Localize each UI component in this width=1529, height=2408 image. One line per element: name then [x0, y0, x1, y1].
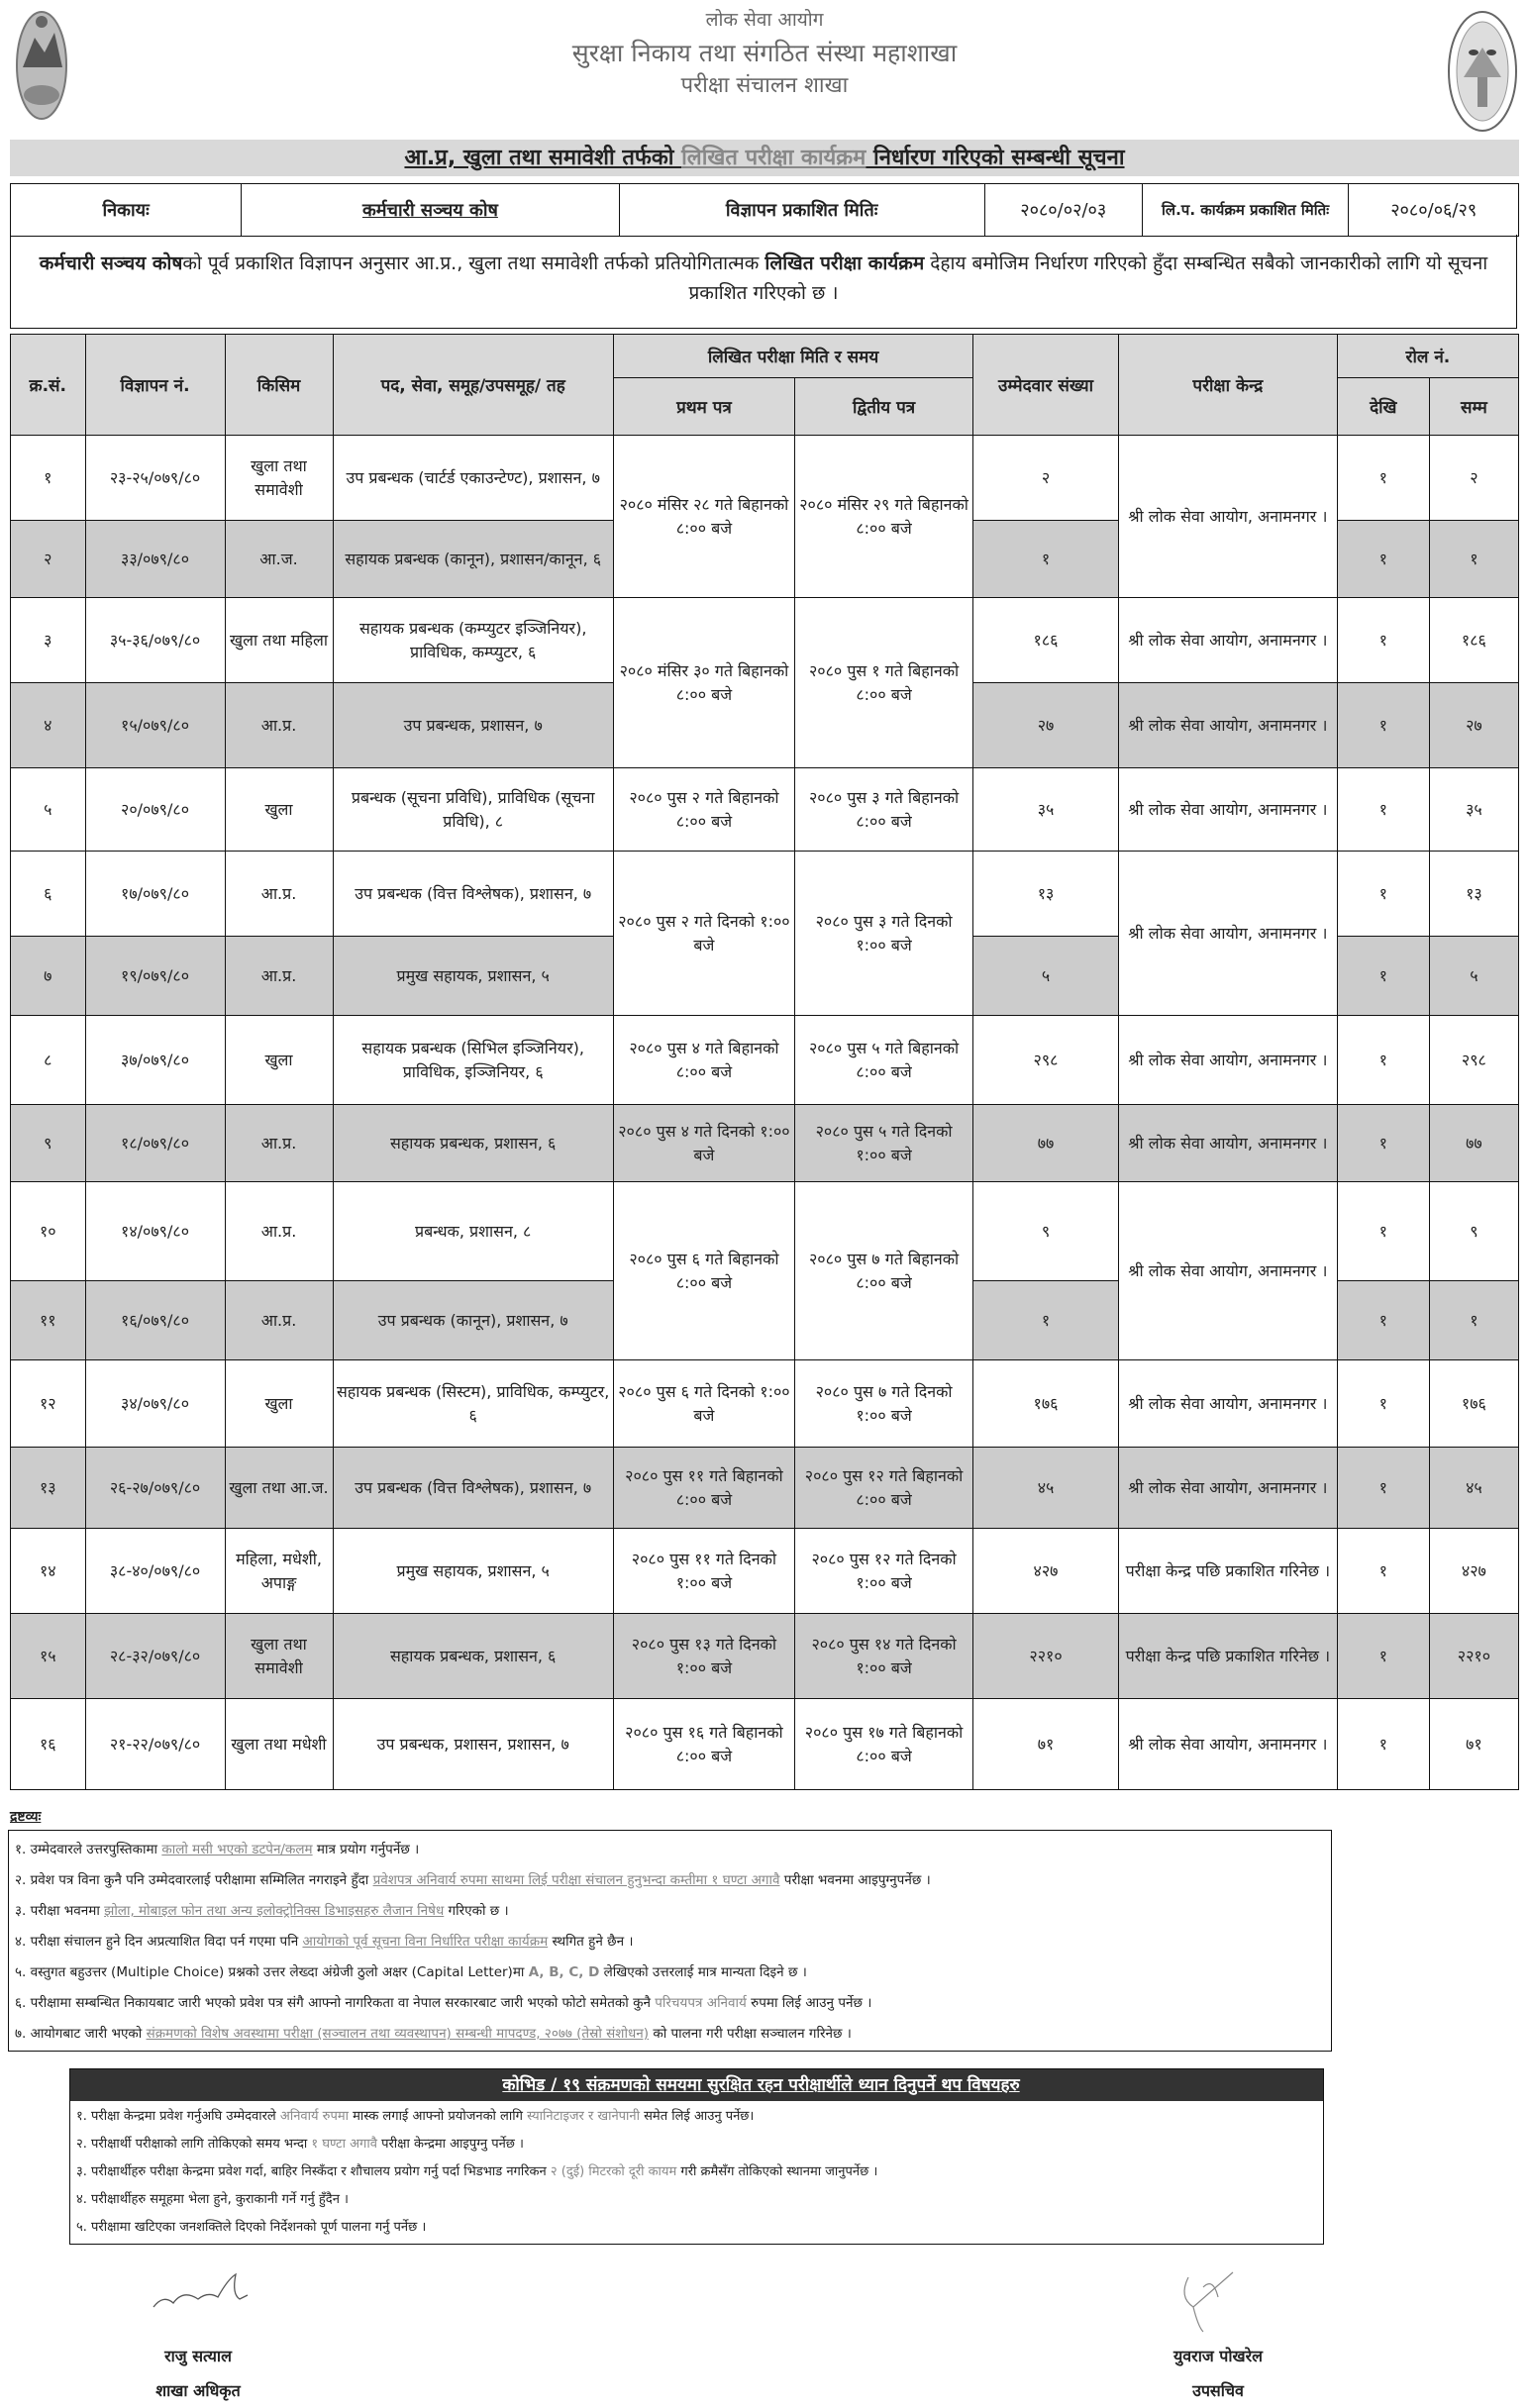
cell-ad-no: ३८-४०/०७९/८० — [85, 1529, 225, 1614]
cell-sn: १ — [11, 436, 86, 521]
cell-roll-to: ४५ — [1429, 1448, 1518, 1529]
cell-candidates: २९८ — [973, 1016, 1119, 1105]
cell-roll-from: १ — [1337, 683, 1429, 768]
cell-paper2: २०८० पुस १२ गते बिहानको ८:०० बजे — [794, 1448, 972, 1529]
covid-item: २. परीक्षार्थी परीक्षाको लागि तोकिएको समय भन्दा १ घण्टा अगावै परीक्षा केन्द्रमा आइपुग्नु पर्नेछ । — [76, 2137, 524, 2152]
cell-paper1: २०८० पुस १६ गते बिहानको ८:०० बजे — [613, 1699, 794, 1790]
cell-roll-from: १ — [1337, 436, 1429, 521]
cell-ad-no: १५/०७९/८० — [85, 683, 225, 768]
cell-paper1: २०८० पुस ४ गते बिहानको ८:०० बजे — [613, 1016, 794, 1105]
cell-roll-to: ९ — [1429, 1182, 1518, 1281]
cell-ad-no: ३३/०७९/८० — [85, 521, 225, 598]
left-signature-icon — [149, 2269, 257, 2318]
cell-roll-from: १ — [1337, 1529, 1429, 1614]
cell-sn: १५ — [11, 1614, 86, 1699]
cell-sn: ६ — [11, 852, 86, 937]
cell-post: उप प्रबन्धक (वित्त विश्लेषक), प्रशासन, ७ — [333, 852, 613, 937]
org-label: निकायः — [11, 184, 242, 237]
title-part2-highlight: लिखित परीक्षा कार्यक्रम — [681, 146, 866, 170]
header-roll-no: रोल नं. — [1337, 335, 1518, 378]
cell-ad-no: २१-२२/०७९/८० — [85, 1699, 225, 1790]
note-item: ५. वस्तुगत बहुउत्तर (Multiple Choice) प्रश्नको उत्तर लेख्दा अंग्रेजी ठुलो अक्षर (Capital Letter)मा A, B, C, D लेखिएको उत्तरलाई मात्र मान्यता दिइने छ । — [15, 1964, 807, 1980]
right-signature-icon — [1173, 2267, 1243, 2341]
cell-post: प्रमुख सहायक, प्रशासन, ५ — [333, 1529, 613, 1614]
cell-roll-to: १७६ — [1429, 1360, 1518, 1448]
cell-sn: १६ — [11, 1699, 86, 1790]
cell-paper1: २०८० पुस ११ गते दिनको १:०० बजे — [613, 1529, 794, 1614]
cell-paper2: २०८० पुस १ गते बिहानको ८:०० बजे — [794, 598, 972, 768]
intro-paragraph — [10, 235, 1517, 329]
cell-post: प्रबन्धक, प्रशासन, ८ — [333, 1182, 613, 1281]
cell-candidates: ७१ — [973, 1699, 1119, 1790]
cell-ad-no: ३५-३६/०७९/८० — [85, 598, 225, 683]
covid-title: कोभिड / १९ संक्रमणको समयमा सुरक्षित रहन परीक्षार्थीले ध्यान दिनुपर्ने थप विषयहरु — [70, 2069, 1323, 2101]
intro-text1: को पूर्व प्रकाशित विज्ञापन अनुसार आ.प्र., खुला तथा समावेशी तर्फको प्रतियोगितात्मक — [182, 252, 765, 274]
cell-roll-to: १ — [1429, 1281, 1518, 1360]
cell-roll-to: ५ — [1429, 937, 1518, 1016]
cell-post: सहायक प्रबन्धक (सिस्टम), प्राविधिक, कम्प्युटर, ६ — [333, 1360, 613, 1448]
exam-schedule-table — [10, 334, 1519, 1790]
cell-post: सहायक प्रबन्धक (कम्प्युटर इञ्जिनियर), प्राविधिक, कम्प्युटर, ६ — [333, 598, 613, 683]
cell-roll-to: २ — [1429, 436, 1518, 521]
cell-paper1: २०८० पुस २ गते बिहानको ८:०० बजे — [613, 768, 794, 852]
cell-sn: ९ — [11, 1105, 86, 1182]
cell-type: महिला, मधेशी, अपाङ्ग — [225, 1529, 333, 1614]
notice-title — [10, 140, 1519, 176]
cell-candidates: १८६ — [973, 598, 1119, 683]
cell-type: खुला तथा महिला — [225, 598, 333, 683]
cell-ad-no: १८/०७९/८० — [85, 1105, 225, 1182]
cell-post: सहायक प्रबन्धक (कानून), प्रशासन/कानून, ६ — [333, 521, 613, 598]
cell-paper1: २०८० पुस ६ गते बिहानको ८:०० बजे — [613, 1182, 794, 1360]
cell-ad-no: १४/०७९/८० — [85, 1182, 225, 1281]
right-signatory-name: युवराज पोखरेल — [1172, 2347, 1264, 2365]
cell-paper1: २०८० पुस ११ गते बिहानको ८:०० बजे — [613, 1448, 794, 1529]
note-item: ७. आयोगबाट जारी भएको संक्रमणको विशेष अवस्थामा परीक्षा (सञ्चालन तथा व्यवस्थापन) सम्बन्धी मापदण्ड, २०७७ (तेस्रो संशोधन) को पालना गरी परीक्षा सञ्चालन गरिनेछ । — [15, 2026, 852, 2042]
org-value: कर्मचारी सञ्चय कोष — [242, 184, 619, 237]
header-type: किसिम — [225, 335, 333, 436]
cell-paper2: २०८० पुस ५ गते दिनको १:०० बजे — [794, 1105, 972, 1182]
cell-roll-from: १ — [1337, 768, 1429, 852]
cell-type: आ.प्र. — [225, 1281, 333, 1360]
cell-center: परीक्षा केन्द्र पछि प्रकाशित गरिनेछ । — [1118, 1529, 1337, 1614]
cell-center: श्री लोक सेवा आयोग, अनामनगर । — [1118, 1360, 1337, 1448]
cell-roll-from: १ — [1337, 852, 1429, 937]
cell-post: प्रमुख सहायक, प्रशासन, ५ — [333, 937, 613, 1016]
cell-type: खुला — [225, 768, 333, 852]
cell-roll-from: १ — [1337, 1016, 1429, 1105]
cell-ad-no: ३४/०७९/८० — [85, 1360, 225, 1448]
schedule-date-label: लि.प. कार्यक्रम प्रकाशित मितिः — [1142, 184, 1349, 237]
cell-post: उप प्रबन्धक (वित्त विश्लेषक), प्रशासन, ७ — [333, 1448, 613, 1529]
header-paper1: प्रथम पत्र — [613, 378, 794, 436]
cell-roll-to: ७१ — [1429, 1699, 1518, 1790]
left-signatory-title: शाखा अधिकृत — [155, 2381, 241, 2400]
cell-center: श्री लोक सेवा आयोग, अनामनगर । — [1118, 852, 1337, 1016]
cell-ad-no: १६/०७९/८० — [85, 1281, 225, 1360]
cell-type: खुला तथा आ.ज. — [225, 1448, 333, 1529]
info-table — [10, 183, 1519, 237]
schedule-date-value: २०८०/०६/२९ — [1349, 184, 1519, 237]
header-roll-to: सम्म — [1429, 378, 1518, 436]
left-signatory-name: राजु सत्याल — [164, 2347, 232, 2365]
cell-paper2: २०८० पुस १७ गते बिहानको ८:०० बजे — [794, 1699, 972, 1790]
cell-candidates: २ — [973, 436, 1119, 521]
cell-post: उप प्रबन्धक (चार्टर्ड एकाउन्टेण्ट), प्रशासन, ७ — [333, 436, 613, 521]
intro-exam: लिखित परीक्षा कार्यक्रम — [764, 252, 925, 274]
cell-ad-no: २६-२७/०७९/८० — [85, 1448, 225, 1529]
cell-center: श्री लोक सेवा आयोग, अनामनगर । — [1118, 1448, 1337, 1529]
header-section-name: परीक्षा संचालन शाखा — [680, 73, 849, 98]
cell-post: सहायक प्रबन्धक, प्रशासन, ६ — [333, 1105, 613, 1182]
header-ad-no: विज्ञापन नं. — [85, 335, 225, 436]
cell-type: खुला — [225, 1360, 333, 1448]
cell-roll-to: ३५ — [1429, 768, 1518, 852]
cell-candidates: १७६ — [973, 1360, 1119, 1448]
cell-paper2: २०८० पुस १२ गते दिनको १:०० बजे — [794, 1529, 972, 1614]
header-division-name: सुरक्षा निकाय तथा संगठित संस्था महाशाखा — [571, 39, 958, 67]
cell-paper1: २०८० मंसिर ३० गते बिहानको ८:०० बजे — [613, 598, 794, 768]
cell-post: सहायक प्रबन्धक, प्रशासन, ६ — [333, 1614, 613, 1699]
cell-roll-to: १ — [1429, 521, 1518, 598]
header-candidates: उम्मेदवार संख्या — [973, 335, 1119, 436]
note-item: ६. परीक्षामा सम्बन्धित निकायबाट जारी भएको प्रवेश पत्र संगै आफ्नो नागरिकता वा नेपाल सरकारबाट जारी भएको फोटो समेतको कुनै परिचयपत्र अनिवार्य रुपमा लिई आउनु पर्नेछ । — [15, 1995, 872, 2011]
cell-paper1: २०८० पुस १३ गते दिनको १:०० बजे — [613, 1614, 794, 1699]
cell-roll-from: १ — [1337, 1360, 1429, 1448]
cell-type: आ.ज. — [225, 521, 333, 598]
cell-center: श्री लोक सेवा आयोग, अनामनगर । — [1118, 768, 1337, 852]
cell-ad-no: २०/०७९/८० — [85, 768, 225, 852]
cell-roll-from: १ — [1337, 521, 1429, 598]
cell-candidates: ७७ — [973, 1105, 1119, 1182]
note-item: १. उम्मेदवारले उत्तरपुस्तिकामा कालो मसी भएको डटपेन/कलम मात्र प्रयोग गर्नुपर्नेछ । — [15, 1842, 420, 1857]
covid-item: ४. परीक्षार्थीहरु समूहमा भेला हुने, कुराकानी गर्ने गर्नु हुँदैन । — [76, 2192, 349, 2207]
cell-center: परीक्षा केन्द्र पछि प्रकाशित गरिनेछ । — [1118, 1614, 1337, 1699]
cell-paper1: २०८० मंसिर २८ गते बिहानको ८:०० बजे — [613, 436, 794, 598]
left-signatory — [109, 2339, 287, 2408]
cell-roll-from: १ — [1337, 1448, 1429, 1529]
ad-date-label: विज्ञापन प्रकाशित मितिः — [619, 184, 984, 237]
cell-candidates: १ — [973, 1281, 1119, 1360]
cell-center: श्री लोक सेवा आयोग, अनामनगर । — [1118, 1016, 1337, 1105]
note-item: ४. परीक्षा संचालन हुने दिन अप्रत्याशित विदा पर्न गएमा पनि आयोगको पूर्व सूचना विना निर्धारित परीक्षा कार्यक्रम स्थगित हुने छैन । — [15, 1934, 634, 1950]
cell-candidates: २२१० — [973, 1614, 1119, 1699]
cell-ad-no: ३७/०७९/८० — [85, 1016, 225, 1105]
covid-item: ५. परीक्षामा खटिएका जनशक्तिले दिएको निर्देशनको पूर्ण पालना गर्नु पर्नेछ । — [76, 2220, 427, 2235]
cell-sn: १४ — [11, 1529, 86, 1614]
cell-roll-to: ४२७ — [1429, 1529, 1518, 1614]
cell-sn: १० — [11, 1182, 86, 1281]
cell-roll-from: १ — [1337, 1614, 1429, 1699]
cell-roll-to: २९८ — [1429, 1016, 1518, 1105]
cell-sn: २ — [11, 521, 86, 598]
cell-center: श्री लोक सेवा आयोग, अनामनगर । — [1118, 683, 1337, 768]
cell-type: खुला तथा समावेशी — [225, 1614, 333, 1699]
covid-item: ३. परीक्षार्थीहरु परीक्षा केन्द्रमा प्रवेश गर्दा, बाहिर निस्कँदा र शौचालय प्रयोग गर्नु पर्दा भिडभाड नगरिकन २ (दुई) मिटरको दूरी कायम गरी क्रमैसँग तोकिएको स्थानमा जानुपर्नेछ । — [76, 2164, 878, 2179]
cell-roll-to: ७७ — [1429, 1105, 1518, 1182]
cell-center: श्री लोक सेवा आयोग, अनामनगर । — [1118, 436, 1337, 598]
cell-roll-from: १ — [1337, 1182, 1429, 1281]
cell-paper2: २०८० पुस ७ गते दिनको १:०० बजे — [794, 1360, 972, 1448]
cell-roll-from: १ — [1337, 1105, 1429, 1182]
cell-roll-from: १ — [1337, 1699, 1429, 1790]
cell-ad-no: १७/०७९/८० — [85, 852, 225, 937]
header-commission-name: लोक सेवा आयोग — [705, 9, 824, 31]
covid-item: १. परीक्षा केन्द्रमा प्रवेश गर्नुअघि उम्मेदवारले अनिवार्य रुपमा मास्क लगाई आफ्नो प्रयोजनको लागि स्यानिटाइजर र खानेपानी समेत लिई आउनु पर्नेछ। — [76, 2109, 755, 2124]
cell-center: श्री लोक सेवा आयोग, अनामनगर । — [1118, 1182, 1337, 1360]
title-part1: आ.प्र, खुला तथा समावेशी तर्फको — [404, 146, 682, 170]
right-signatory-title: उपसचिव — [1192, 2381, 1244, 2400]
cell-sn: ३ — [11, 598, 86, 683]
cell-post: उप प्रबन्धक, प्रशासन, ७ — [333, 683, 613, 768]
cell-candidates: ४२७ — [973, 1529, 1119, 1614]
notes-box — [8, 1830, 1332, 2052]
note-item: २. प्रवेश पत्र विना कुनै पनि उम्मेदवारलाई परीक्षामा सम्मिलित नगराइने हुँदा प्रवेशपत्र अनिवार्य रुपमा साथमा लिई परीक्षा संचालन हुनुभन्दा कम्तीमा १ घण्टा अगावै परीक्षा भवनमा आइपुग्नुपर्नेछ । — [15, 1872, 931, 1888]
cell-type: आ.प्र. — [225, 683, 333, 768]
cell-sn: १३ — [11, 1448, 86, 1529]
cell-post: प्रबन्धक (सूचना प्रविधि), प्राविधिक (सूचना प्रविधि), ८ — [333, 768, 613, 852]
cell-type: आ.प्र. — [225, 1105, 333, 1182]
cell-paper1: २०८० पुस ४ गते दिनको १:०० बजे — [613, 1105, 794, 1182]
title-part3: निर्धारण गरिएको सम्बन्धी सूचना — [866, 146, 1125, 170]
intro-text2: देहाय बमोजिम निर्धारण गरिएको हुँदा सम्बन्धित सबैको जानकारीको लागि यो सूचना प्रकाशित गरिएको छ । — [688, 252, 1488, 304]
cell-post: उप प्रबन्धक (कानून), प्रशासन, ७ — [333, 1281, 613, 1360]
cell-sn: ४ — [11, 683, 86, 768]
cell-ad-no: १९/०७९/८० — [85, 937, 225, 1016]
cell-roll-from: १ — [1337, 598, 1429, 683]
header-center: परीक्षा केन्द्र — [1118, 335, 1337, 436]
cell-paper2: २०८० मंसिर २९ गते बिहानको ८:०० बजे — [794, 436, 972, 598]
cell-type: आ.प्र. — [225, 937, 333, 1016]
cell-center: श्री लोक सेवा आयोग, अनामनगर । — [1118, 1105, 1337, 1182]
cell-type: खुला — [225, 1016, 333, 1105]
cell-roll-to: १८६ — [1429, 598, 1518, 683]
cell-sn: १२ — [11, 1360, 86, 1448]
cell-sn: ११ — [11, 1281, 86, 1360]
ad-date-value: २०८०/०२/०३ — [984, 184, 1142, 237]
cell-type: खुला तथा समावेशी — [225, 436, 333, 521]
cell-roll-to: २७ — [1429, 683, 1518, 768]
cell-ad-no: २८-३२/०७९/८० — [85, 1614, 225, 1699]
notes-label: द्रष्टव्यः — [10, 1809, 42, 1825]
cell-candidates: १३ — [973, 852, 1119, 937]
cell-roll-to: २२१० — [1429, 1614, 1518, 1699]
cell-paper1: २०८० पुस २ गते दिनको १:०० बजे — [613, 852, 794, 1016]
note-item: ३. परीक्षा भवनमा झोला, मोबाइल फोन तथा अन्य इलोक्ट्रोनिक्स डिभाइसहरु लैजान निषेध गरिएको छ । — [15, 1903, 509, 1919]
cell-candidates: १ — [973, 521, 1119, 598]
cell-paper2: २०८० पुस ५ गते बिहानको ८:०० बजे — [794, 1016, 972, 1105]
cell-sn: ८ — [11, 1016, 86, 1105]
cell-candidates: २७ — [973, 683, 1119, 768]
header-exam-date-time: लिखित परीक्षा मिति र समय — [613, 335, 972, 378]
cell-center: श्री लोक सेवा आयोग, अनामनगर । — [1118, 1699, 1337, 1790]
cell-paper1: २०८० पुस ६ गते दिनको १:०० बजे — [613, 1360, 794, 1448]
cell-roll-from: १ — [1337, 937, 1429, 1016]
cell-candidates: ३५ — [973, 768, 1119, 852]
covid-guidelines-box — [69, 2068, 1324, 2245]
cell-type: आ.प्र. — [225, 852, 333, 937]
cell-roll-to: १३ — [1429, 852, 1518, 937]
header-sn: क्र.सं. — [11, 335, 86, 436]
cell-paper2: २०८० पुस ३ गते दिनको १:०० बजे — [794, 852, 972, 1016]
cell-sn: ७ — [11, 937, 86, 1016]
cell-post: सहायक प्रबन्धक (सिभिल इञ्जिनियर), प्राविधिक, इञ्जिनियर, ६ — [333, 1016, 613, 1105]
header-post: पद, सेवा, समूह/उपसमूह/ तह — [333, 335, 613, 436]
cell-paper2: २०८० पुस १४ गते दिनको १:०० बजे — [794, 1614, 972, 1699]
header-paper2: द्वितीय पत्र — [794, 378, 972, 436]
cell-paper2: २०८० पुस ७ गते बिहानको ८:०० बजे — [794, 1182, 972, 1360]
cell-type: खुला तथा मधेशी — [225, 1699, 333, 1790]
cell-candidates: ९ — [973, 1182, 1119, 1281]
cell-type: आ.प्र. — [225, 1182, 333, 1281]
cell-roll-from: १ — [1337, 1281, 1429, 1360]
cell-candidates: ४५ — [973, 1448, 1119, 1529]
header-roll-from: देखि — [1337, 378, 1429, 436]
cell-center: श्री लोक सेवा आयोग, अनामनगर । — [1118, 598, 1337, 683]
cell-ad-no: २३-२५/०७९/८० — [85, 436, 225, 521]
intro-org: कर्मचारी सञ्चय कोष — [39, 252, 183, 274]
cell-post: उप प्रबन्धक, प्रशासन, प्रशासन, ७ — [333, 1699, 613, 1790]
cell-candidates: ५ — [973, 937, 1119, 1016]
cell-paper2: २०८० पुस ३ गते बिहानको ८:०० बजे — [794, 768, 972, 852]
right-signatory — [1119, 2339, 1317, 2408]
cell-sn: ५ — [11, 768, 86, 852]
